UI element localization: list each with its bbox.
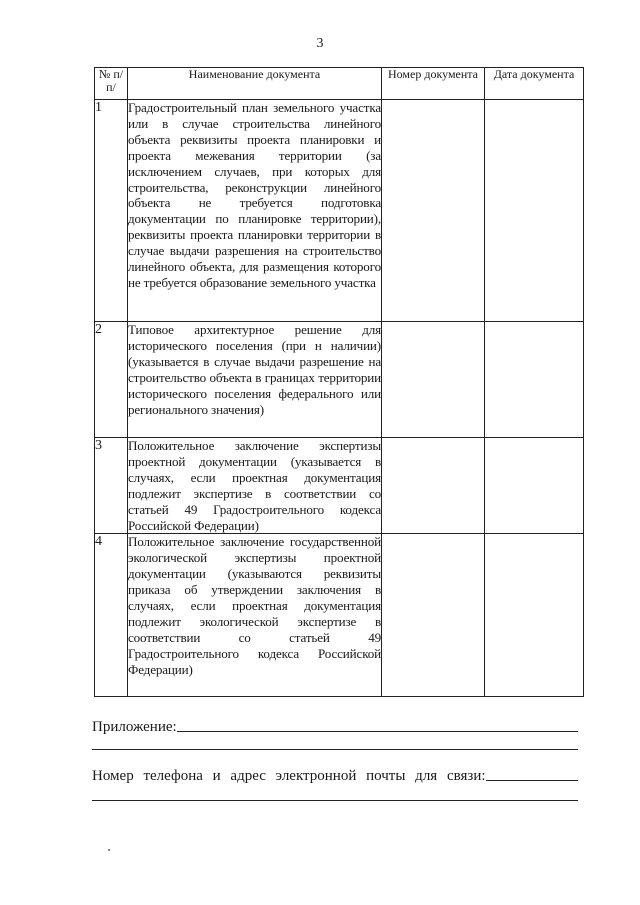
row-num: 2 — [95, 322, 128, 438]
row-num: 4 — [95, 534, 128, 697]
header-name: Наименование документа — [128, 68, 382, 100]
contact-continuation-line[interactable] — [92, 800, 578, 801]
table-row — [95, 534, 584, 697]
row-num: 1 — [95, 100, 128, 322]
documents-table — [94, 67, 584, 697]
header-date: Дата документа — [485, 68, 584, 100]
attachment-field — [92, 717, 578, 736]
row-doc-name: Типовое архитектурное решение для исторического поселения (при н наличии) (указывается в случае выдачи разрешение на строительство объекта в границах территории исторического поселения федерального или регионального значения) — [128, 322, 382, 438]
row-doc-date-cell[interactable] — [485, 438, 584, 534]
contact-label: Номер телефона и адрес электронной почты для связи: — [92, 768, 486, 784]
table-row — [95, 322, 584, 438]
table-row — [95, 438, 584, 534]
row-doc-number-cell[interactable] — [382, 322, 485, 438]
row-doc-name: Положительное заключение экспертизы проектной документации (указывается в случаях, если проектная документация подлежит экспертизе в соответствии со статьей 49 Градостроительного кодекса Российской Федерации) — [128, 438, 381, 533]
row-doc-number-cell[interactable] — [382, 100, 485, 322]
row-doc-date-cell[interactable] — [485, 100, 584, 322]
row-doc-number-cell[interactable] — [382, 438, 485, 534]
row-doc-name: Положительное заключение государственной экологической экспертизы проектной документации (указываются реквизиты приказа об утверждении заключения в случаях, если проектная документация подлежит экологической экспертизе в соответствии со статьей 49 Градостроительного кодекса Российской Федерации) — [128, 534, 382, 697]
row-doc-number-cell[interactable] — [382, 534, 485, 697]
header-num: № п/п/ — [95, 68, 128, 100]
row-doc-date-cell[interactable] — [485, 322, 584, 438]
contact-input[interactable] — [486, 766, 578, 781]
attachment-input[interactable] — [177, 717, 578, 732]
table-row — [95, 100, 584, 322]
row-num: 3 — [95, 438, 128, 534]
row-doc-date-cell[interactable] — [485, 534, 584, 697]
scan-speck — [108, 849, 110, 851]
row-doc-name: Градостроительный план земельного участка или в случае строительства линейного объекта реквизиты проекта планировки и проекта межевания территории (за исключением случаев, при которых для строительства, реконструкции линейного объекта не требуется подготовка документации по планировке территории), реквизиты проекта планировки территории в случае выдачи разрешения на строительство линейного объекта, для размещения которого не требуется образование земельного участка — [128, 100, 382, 322]
table-header-row — [95, 68, 584, 100]
attachment-continuation-line[interactable] — [92, 749, 578, 750]
contact-field — [92, 766, 578, 785]
header-doc-number: Номер документа — [382, 68, 485, 100]
attachment-label: Приложение: — [92, 719, 177, 735]
page-number: 3 — [316, 36, 324, 51]
